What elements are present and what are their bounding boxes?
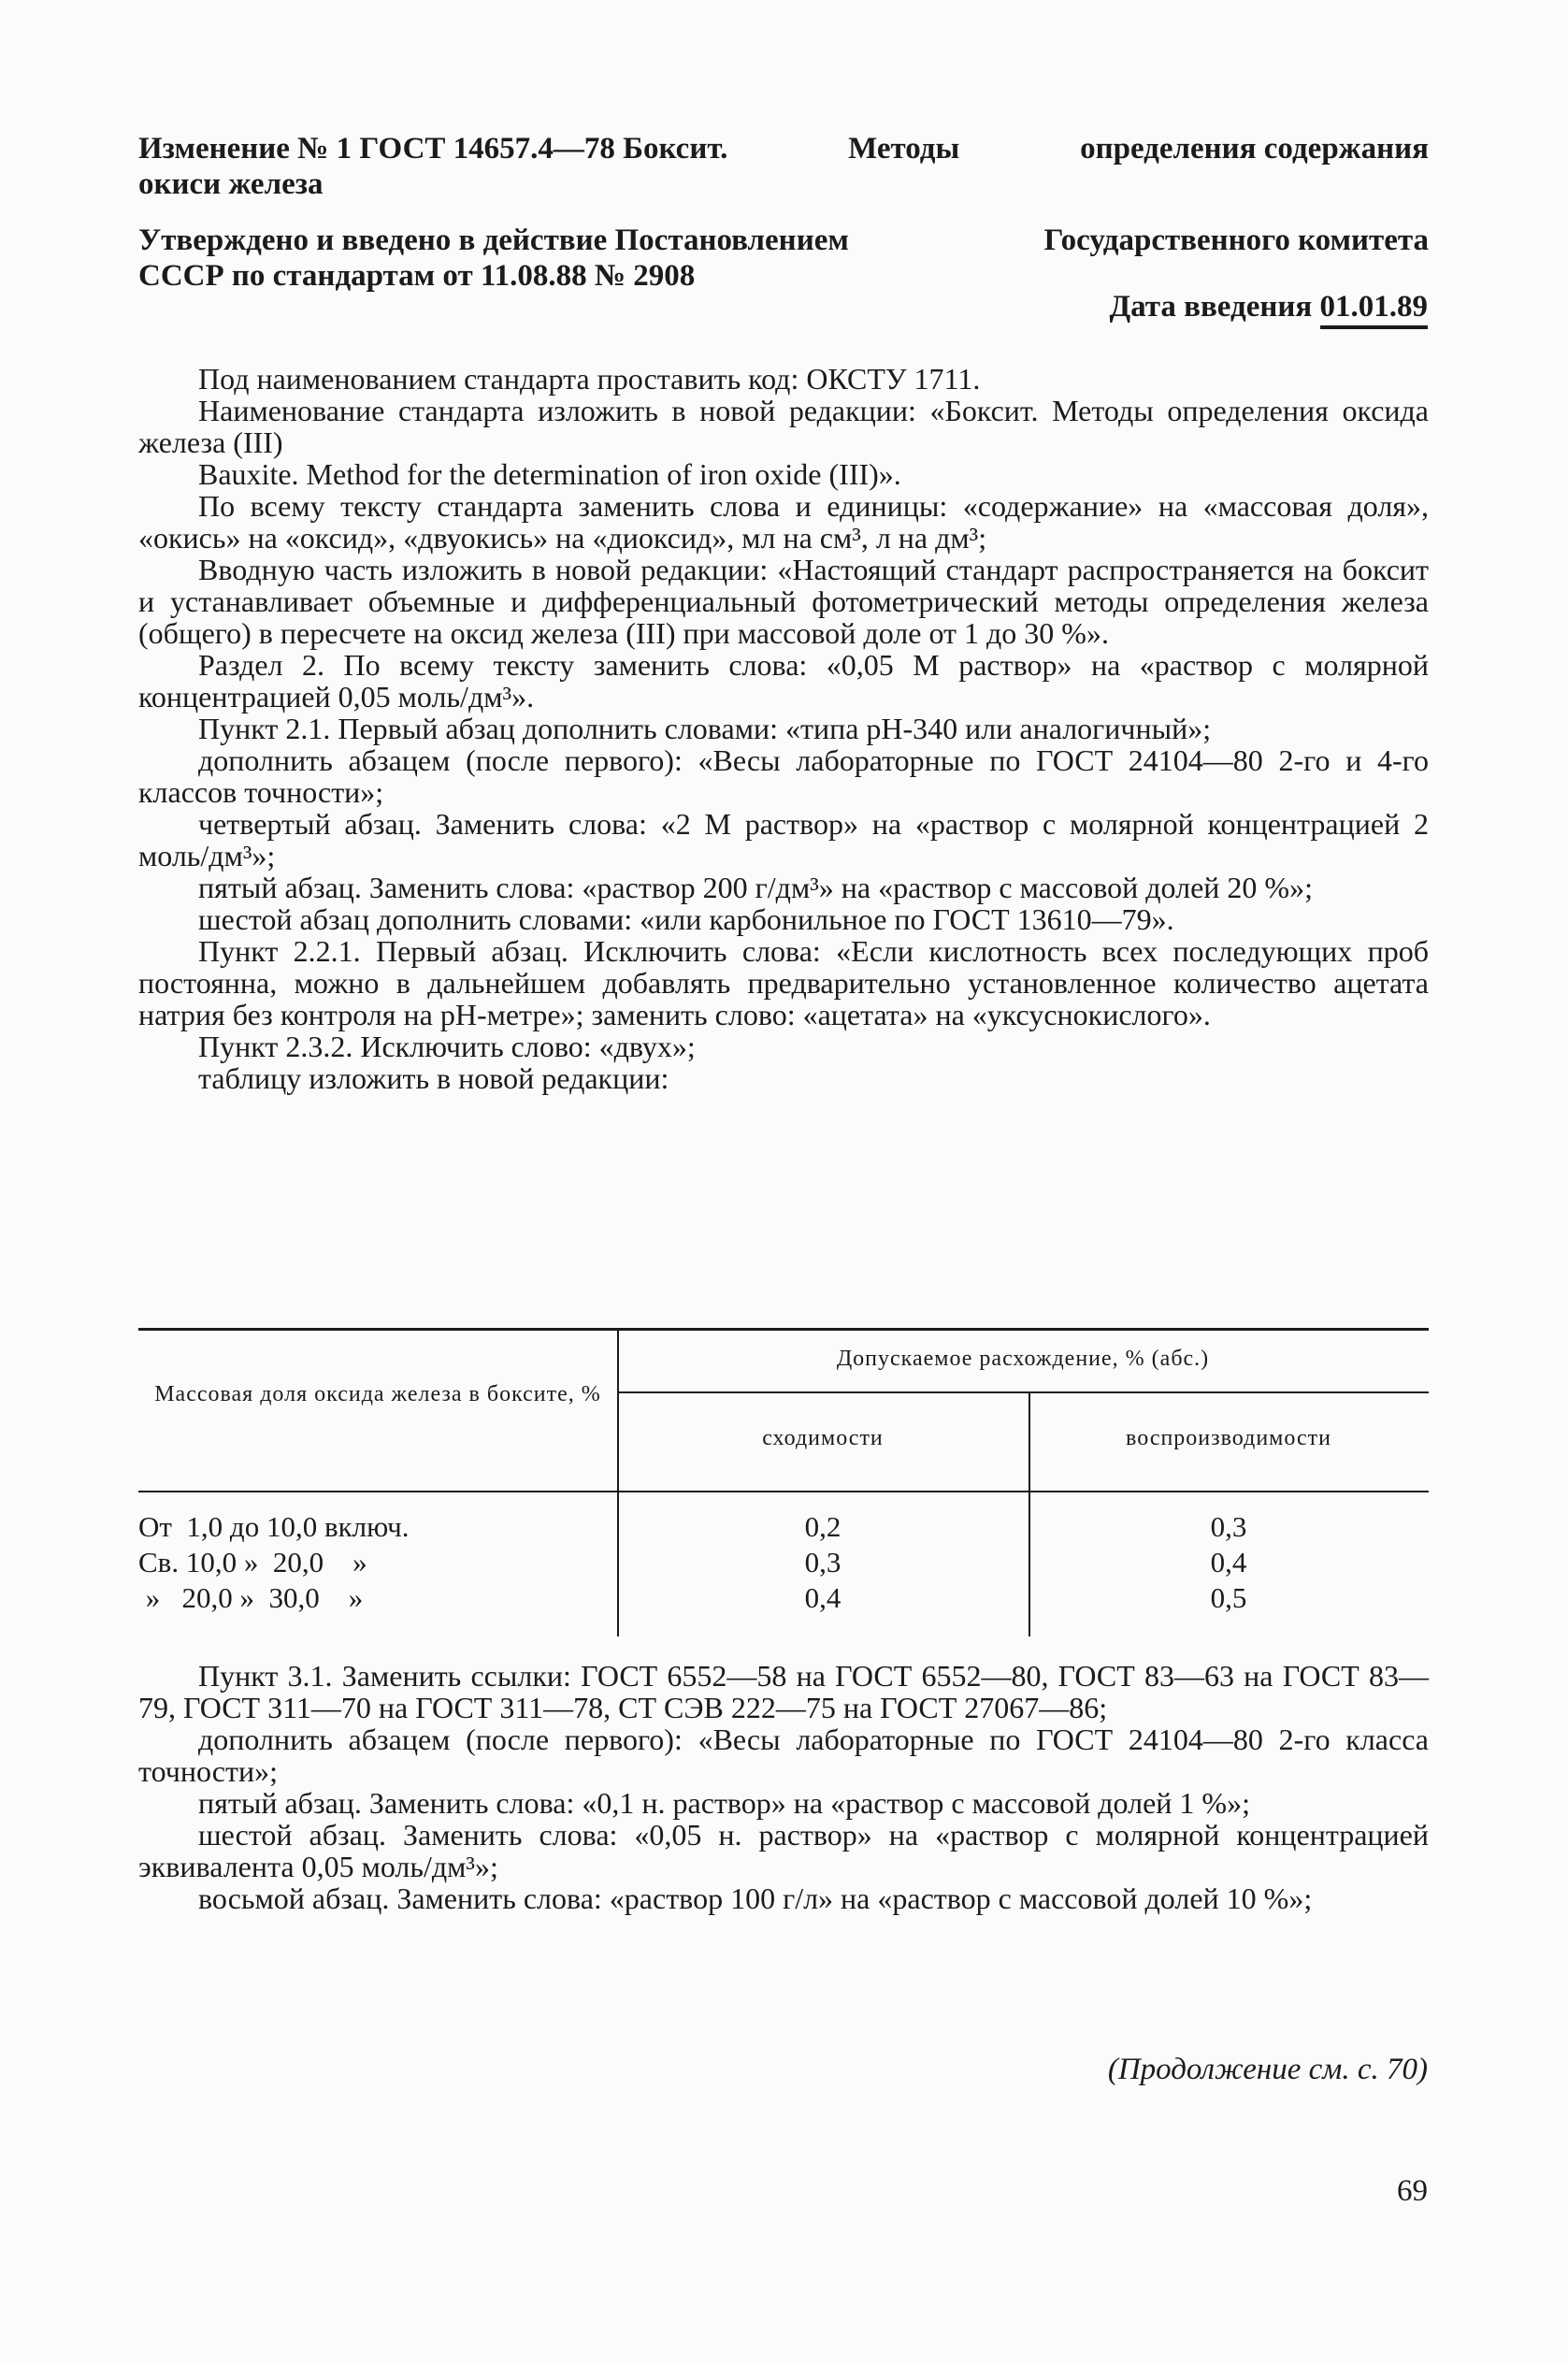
paragraph: четвертый абзац. Заменить слова: «2 М раствор» на «раствор с молярной концентрацией 2 моль/дм³»; xyxy=(138,807,1429,872)
table-top-rule xyxy=(138,1328,1429,1331)
title-line1-right: определения содержания xyxy=(1080,132,1429,166)
continuation-note: (Продолжение см. с. 70) xyxy=(1107,2053,1428,2086)
paragraph: По всему тексту стандарта заменить слова и единицы: «содержание» на «массовая доля», «окись» на «оксид», «двуокись» на «диоксид», мл на см³, л на дм³; xyxy=(138,489,1429,555)
paragraph: восьмой абзац. Заменить слова: «раствор 100 г/л» на «раствор с массовой долей 10 %»; xyxy=(198,1881,1313,1915)
title-line1-mid: Методы xyxy=(848,132,960,166)
date-value: 01.01.89 xyxy=(1320,290,1429,329)
paragraph: Пункт 2.2.1. Первый абзац. Исключить слова: «Если кислотность всех последующих проб постоянна, можно в дальнейшем добавлять предварительно установленное количество ацетата натрия без контроля на рН-метре»; заменить слово: «ацетата» на «уксуснокислого». xyxy=(138,934,1429,1031)
table-cell-convergence: 0,3 xyxy=(804,1546,842,1578)
paragraph: пятый абзац. Заменить слова: «раствор 200 г/дм³» на «раствор с массовой долей 20 %»; xyxy=(198,871,1313,904)
title-line2: окиси железа xyxy=(138,167,324,201)
paragraph: Наименование стандарта изложить в новой редакции: «Боксит. Методы определения оксида железа (III) xyxy=(138,394,1429,459)
body-text-bottom xyxy=(138,1660,1429,1914)
table-header-reproducibility: воспроизводимости xyxy=(1126,1426,1331,1450)
paragraph: Пункт 2.3.2. Исключить слово: «двух»; xyxy=(198,1030,696,1063)
table-header-convergence: сходимости xyxy=(762,1426,884,1450)
table-row xyxy=(138,1510,1429,1544)
paragraph: Пункт 3.1. Заменить ссылки: ГОСТ 6552—58 на ГОСТ 6552—80, ГОСТ 83—63 на ГОСТ 83—79, ГОСТ 311—70 на ГОСТ 311—78, СТ СЭВ 222—75 на ГОСТ 27067—86; xyxy=(138,1659,1429,1724)
approved-line1-left: Утверждено и введено в действие Постановлением xyxy=(138,223,849,257)
paragraph: Вводную часть изложить в новой редакции: «Настоящий стандарт распространяется на боксит и устанавливает объемные и дифференциальный фотометрический методы определения железа (общего) в пересчете на оксид железа (III) при массовой доле от 1 до 30 %». xyxy=(138,553,1429,650)
table-cell-convergence: 0,4 xyxy=(804,1581,842,1614)
approved-line1-right: Государственного комитета xyxy=(1043,223,1429,257)
paragraph: шестой абзац. Заменить слова: «0,05 н. раствор» на «раствор с молярной концентрацией эквивалента 0,05 моль/дм³»; xyxy=(138,1818,1429,1883)
table-cell-range: » 20,0 » 30,0 » xyxy=(138,1581,364,1614)
table-cell-reproducibility: 0,4 xyxy=(1210,1546,1247,1578)
paragraph: Bauxite. Method for the determination of iron oxide (III)». xyxy=(198,457,901,491)
table-row xyxy=(138,1546,1429,1579)
body-text-top xyxy=(138,363,1429,1094)
approval-statement xyxy=(138,223,1429,294)
table-row xyxy=(138,1581,1429,1615)
paragraph: пятый абзац. Заменить слова: «0,1 н. раствор» на «раствор с массовой долей 1 %»; xyxy=(198,1786,1250,1820)
table-cell-convergence: 0,2 xyxy=(804,1510,842,1543)
table-group-rule xyxy=(617,1391,1429,1393)
table-cell-reproducibility: 0,5 xyxy=(1210,1581,1247,1614)
paragraph: Пункт 2.1. Первый абзац дополнить словами: «типа рН-340 или аналогичный»; xyxy=(198,712,1212,745)
page-number: 69 xyxy=(1397,2174,1428,2208)
amendment-title xyxy=(138,131,1429,202)
table-header-mass-fraction: Массовая доля оксида железа в боксите, % xyxy=(154,1382,601,1406)
table-cell-range: От 1,0 до 10,0 включ. xyxy=(138,1510,410,1543)
paragraph: дополнить абзацем (после первого): «Весы лабораторные по ГОСТ 24104—80 2-го класса точности»; xyxy=(138,1723,1429,1788)
paragraph: Раздел 2. По всему тексту заменить слова: «0,05 М раствор» на «раствор с молярной концентрацией 0,05 моль/дм³». xyxy=(138,648,1429,714)
paragraph: таблицу изложить в новой редакции: xyxy=(198,1061,669,1095)
paragraph: дополнить абзацем (после первого): «Весы лабораторные по ГОСТ 24104—80 2-го и 4-го классов точности»; xyxy=(138,743,1429,809)
approved-line2: СССР по стандартам от 11.08.88 № 2908 xyxy=(138,259,696,293)
table-header-rule xyxy=(138,1491,1429,1492)
title-line1-left: Изменение № 1 ГОСТ 14657.4—78 Боксит. xyxy=(138,132,728,166)
effective-date xyxy=(1109,290,1428,324)
date-label: Дата введения xyxy=(1109,290,1313,324)
paragraph: Под наименованием стандарта проставить код: ОКСТУ 1711. xyxy=(198,362,981,396)
table-cell-reproducibility: 0,3 xyxy=(1210,1510,1247,1543)
paragraph: шестой абзац дополнить словами: «или карбонильное по ГОСТ 13610—79». xyxy=(198,902,1174,936)
table-cell-range: Св. 10,0 » 20,0 » xyxy=(138,1546,367,1578)
table-header-tolerance: Допускаемое расхождение, % (абс.) xyxy=(836,1347,1210,1371)
